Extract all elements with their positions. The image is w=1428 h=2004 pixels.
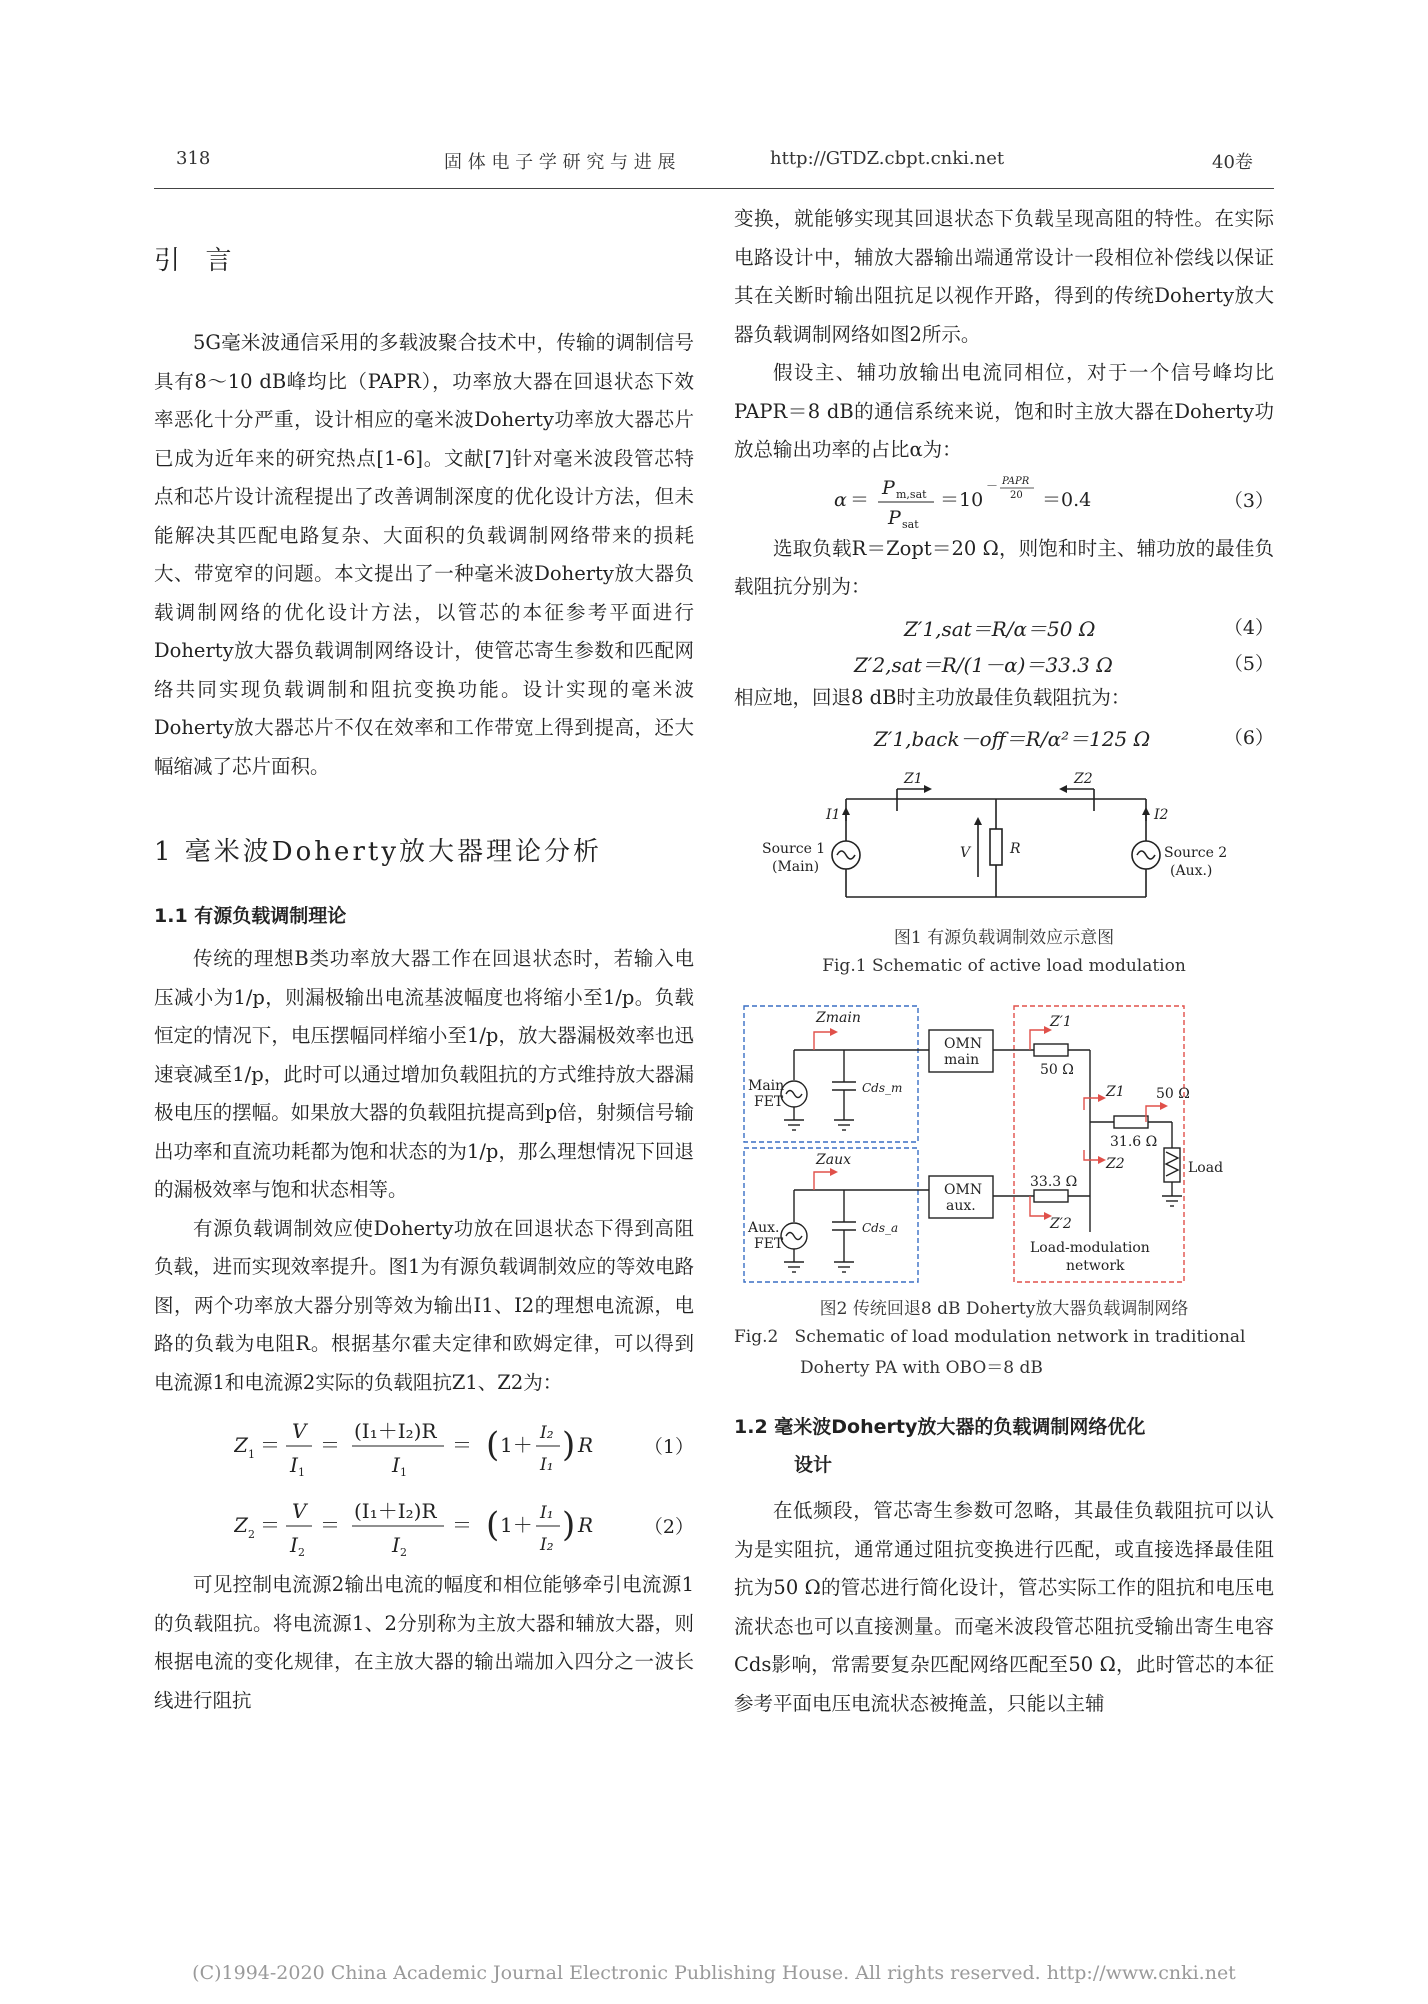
svg-text:1: 1 [298, 1466, 305, 1479]
equation-2 [154, 1486, 694, 1566]
fig2-omn-aux-line2: aux. [946, 1198, 976, 1214]
fig2-omn-aux-line1: OMN [944, 1182, 983, 1198]
fig2-aux-fet-line1: Aux. [748, 1220, 780, 1236]
equation-2-number: （2） [643, 1516, 694, 1538]
svg-text:PAPR: PAPR [1002, 475, 1030, 487]
equation-3-number: （3） [1223, 489, 1274, 512]
fig2-r50out-label: 50 Ω [1156, 1086, 1190, 1102]
intro-paragraph: 5G毫米波通信采用的多载波聚合技术中，传输的调制信号具有8～10 dB峰均比（PAPR），功率放大器在回退状态下效率恶化十分严重，设计相应的毫米波Doherty功率放大器芯片已成为近年来的研究热点[1-6]。文献[7]针对毫米波段管芯特点和芯片设计流程提出了改善调制深度的优化设计方法，但未能解决其匹配电路复杂、大面积的负载调制网络带来的损耗大、带宽窄的问题。本文提出了一种毫米波Doherty放大器负载调制网络的优化设计方法，以管芯的本征参考平面进行Doherty放大器负载调制网络设计，使管芯寄生参数和匹配网络共同实现负载调制和阻抗变换功能。设计实现的毫米波Doherty放大器芯片不仅在效率和工作带宽上得到提高，还大幅缩减了芯片面积。 [154, 331, 694, 778]
svg-text:1: 1 [400, 1466, 407, 1479]
svg-text:＝0.4: ＝0.4 [1042, 488, 1092, 511]
figure-2-caption-cn: 图2 传统回退8 dB Doherty放大器负载调制网络 [819, 1299, 1189, 1319]
fig1-z2-label: Z2 [1074, 771, 1093, 787]
svg-text:2: 2 [248, 1528, 255, 1541]
figure-2-caption-en-line1: Fig.2 Schematic of load modulation network in traditional [734, 1327, 1246, 1347]
fig2-aux-fet-line2: FET [754, 1236, 784, 1252]
fig2-r50-label: 50 Ω [1040, 1062, 1074, 1078]
svg-text:I₂: I₂ [540, 1535, 554, 1555]
paragraph-low-frequency: 在低频段，管芯寄生参数可忽略，其最佳负载阻抗可以认为是实阻抗，通常通过阻抗变换进行匹配，或直接选择最佳阻抗为50 Ω的管芯进行简化设计，管芯实际工作的阻抗和电压电流状态也可以直接测量。而毫米波段管芯阻抗受输出寄生电容Cds影响，常需要复杂匹配网络匹配至50 Ω，此时管芯的本征参考平面电压电流状态被掩盖，只能以主辅 [734, 1499, 1274, 1715]
fig2-lm-line2: network [1066, 1258, 1125, 1274]
equation-5-formula: Z′2,sat＝R/(1－α)＝33.3 Ω [854, 652, 1113, 677]
svg-text:(: ( [486, 1425, 500, 1465]
fig2-main-fet-line1: Main [748, 1078, 785, 1094]
svg-text:P: P [888, 506, 901, 529]
subsection-1-2-heading-cont: 设计 [794, 1454, 833, 1476]
fig2-cds-a-label: Cds_a [862, 1221, 899, 1235]
svg-text:＝: ＝ [452, 1513, 472, 1537]
fig2-cds-m-label: Cds_m [862, 1081, 903, 1095]
equation-1-number: （1） [643, 1436, 694, 1458]
equation-1-formula [234, 1406, 654, 1486]
fig2-lm-line1: Load-modulation [1030, 1240, 1150, 1256]
subsection-1-2-heading: 1.2 毫米波Doherty放大器的负载调制网络优化 [734, 1416, 1146, 1438]
svg-text:Z: Z [234, 1433, 248, 1457]
svg-text:－: － [986, 478, 999, 493]
svg-text:＝: ＝ [452, 1433, 472, 1457]
svg-text:R: R [578, 1513, 594, 1537]
svg-text:I₂: I₂ [540, 1423, 554, 1443]
svg-text:I₁: I₁ [540, 1503, 554, 1523]
equation-4-formula: Z′1,sat＝R/α＝50 Ω [904, 616, 1096, 641]
svg-text:20: 20 [1010, 489, 1023, 501]
paragraph-active-load: 有源负载调制效应使Doherty功放在回退状态下得到高阻负载，进而实现效率提升。图1为有源负载调制效应的等效电路图，两个功率放大器分别等效为输出I1、I2的理想电流源，电路的负载为电阻R。根据基尔霍夫定律和欧姆定律，可以得到电流源1和电流源2实际的负载阻抗Z1、Z2为： [154, 1216, 694, 1394]
svg-text:R: R [578, 1433, 594, 1457]
svg-text:V: V [292, 1499, 307, 1523]
svg-text:Z: Z [234, 1513, 248, 1537]
figure-2-caption-en-line2: Doherty PA with OBO＝8 dB [800, 1358, 1043, 1378]
svg-text:(I₁＋I₂)R: (I₁＋I₂)R [354, 1419, 437, 1443]
svg-text:＝: ＝ [850, 488, 870, 511]
fig2-omn-main-line1: OMN [944, 1036, 983, 1052]
equation-3 [734, 470, 1274, 530]
svg-text:(I₁＋I₂)R: (I₁＋I₂)R [354, 1499, 437, 1523]
fig2-main-fet-line2: FET [754, 1094, 784, 1110]
equation-2-formula [234, 1486, 654, 1566]
paragraph-continuation: 变换，就能够实现其回退状态下负载呈现高阻的特性。在实际电路设计中，辅放大器输出端通常设计一段相位补偿线以保证其在关断时输出阻抗足以视作开路，得到的传统Doherty放大器负载调制网络如图2所示。 [734, 207, 1274, 346]
paragraph-class-b: 传统的理想B类功率放大器工作在回退状态时，若输入电压减小为1/p，则漏极输出电流基波幅度也将缩小至1/p。负载恒定的情况下，电压摆幅同样缩小至1/p，放大器漏极效率也迅速衰减至1/p，此时可以通过增加负载阻抗的方式维持放大器漏极电压的摆幅。如果放大器的负载阻抗提高到p倍，射频信号输出功率和直流功耗都为饱和状态的为1/p，那么理想情况下回退的漏极效率与饱和状态相等。 [154, 947, 694, 1201]
paragraph-load-choice: 选取负载R＝Zopt＝20 Ω，则饱和时主、辅功放的最佳负载阻抗分别为： [734, 536, 1274, 598]
fig2-z2-label: Z2 [1106, 1156, 1125, 1172]
figure-2-diagram [734, 1000, 1274, 1290]
equation-5 [734, 643, 1274, 679]
svg-text:2: 2 [400, 1546, 407, 1559]
paragraph-controllable: 可见控制电流源2输出电流的幅度和相位能够牵引电流源1的负载阻抗。将电流源1、2分别称为主放大器和辅放大器，则根据电流的变化规律，在主放大器的输出端加入四分之一波长线进行阻抗 [154, 1573, 694, 1712]
svg-text:I₁: I₁ [540, 1455, 554, 1475]
fig2-zaux-label: Zaux [816, 1152, 851, 1168]
fig1-source1-label: Source 1 [762, 841, 826, 857]
svg-text:2: 2 [298, 1546, 305, 1559]
svg-text:＝: ＝ [320, 1513, 340, 1537]
intro-heading: 引 言 [154, 246, 235, 276]
fig1-source2-aux: (Aux.) [1170, 863, 1213, 879]
fig1-r-label: R [1010, 841, 1021, 857]
svg-text:m,sat: m,sat [896, 487, 927, 501]
svg-text:1: 1 [248, 1448, 255, 1461]
fig2-z2prime-label: Z′2 [1050, 1216, 1072, 1232]
equation-5-number: （5） [1223, 652, 1274, 675]
equation-4 [734, 607, 1274, 643]
fig2-omn-main-line2: main [944, 1052, 980, 1068]
fig1-i1-label: I1 [826, 807, 841, 823]
svg-text:＝: ＝ [260, 1433, 280, 1457]
svg-text:): ) [562, 1425, 576, 1465]
fig2-load-label: Load [1188, 1160, 1224, 1176]
right-column [734, 200, 1274, 1723]
subsection-1-1-heading: 1.1 有源负载调制理论 [154, 905, 347, 927]
figure-1-caption-en: Fig.1 Schematic of active load modulation [822, 956, 1186, 976]
svg-text:I: I [290, 1453, 298, 1477]
fig1-z1-label: Z1 [904, 771, 923, 787]
svg-text:＝10: ＝10 [940, 488, 984, 511]
fig2-zmain-label: Zmain [816, 1010, 861, 1026]
svg-text:1＋: 1＋ [500, 1513, 533, 1537]
equation-1 [154, 1406, 694, 1486]
svg-text:P: P [882, 476, 895, 499]
equation-6-formula: Z′1,back－off＝R/α²＝125 Ω [874, 727, 1151, 751]
fig1-v-label: V [960, 845, 971, 861]
equation-4-number: （4） [1223, 616, 1274, 639]
fig2-r33-label: 33.3 Ω [1030, 1174, 1078, 1190]
left-column [154, 240, 694, 1720]
fig1-source1-main: (Main) [772, 859, 820, 875]
section-1-heading: 1 毫米波Doherty放大器理论分析 [154, 837, 603, 867]
paragraph-assumption: 假设主、辅功放输出电流同相位，对于一个信号峰均比PAPR＝8 dB的通信系统来说，饱和时主放大器在Doherty功放总输出功率的占比α为： [734, 361, 1274, 461]
svg-text:sat: sat [902, 517, 919, 530]
figure-1-diagram [734, 767, 1274, 917]
svg-text:＝: ＝ [260, 1513, 280, 1537]
svg-text:I: I [392, 1533, 400, 1557]
volume-label: 40卷 [1212, 152, 1253, 173]
svg-text:1＋: 1＋ [500, 1433, 533, 1457]
svg-text:): ) [562, 1505, 576, 1545]
figure-1-caption-cn: 图1 有源负载调制效应示意图 [893, 928, 1115, 948]
svg-text:I: I [290, 1533, 298, 1557]
equation-6 [734, 717, 1274, 757]
header-rule [154, 188, 1274, 189]
svg-text:α: α [834, 488, 847, 511]
paragraph-back-off: 相应地，回退8 dB时主功放最佳负载阻抗为： [734, 685, 1131, 709]
journal-url[interactable]: http://GTDZ.cbpt.cnki.net [770, 148, 1005, 169]
svg-text:V: V [292, 1419, 307, 1443]
page-number: 318 [176, 148, 211, 169]
svg-text:(: ( [486, 1505, 500, 1545]
svg-text:＝: ＝ [320, 1433, 340, 1457]
journal-title: 固 体 电 子 学 研 究 与 进 展 [444, 152, 676, 173]
copyright-footer: (C)1994-2020 China Academic Journal Electronic Publishing House. All rights reserved. http://www.cnki.net [192, 1962, 1236, 1984]
equation-3-formula [834, 470, 1194, 530]
fig1-source2-label: Source 2 [1164, 845, 1228, 861]
fig2-z1prime-label: Z′1 [1050, 1014, 1072, 1030]
fig2-z1-label: Z1 [1106, 1084, 1125, 1100]
fig2-r316-label: 31.6 Ω [1110, 1134, 1158, 1150]
svg-text:I: I [392, 1453, 400, 1477]
fig1-i2-label: I2 [1154, 807, 1169, 823]
equation-6-number: （6） [1223, 727, 1274, 749]
